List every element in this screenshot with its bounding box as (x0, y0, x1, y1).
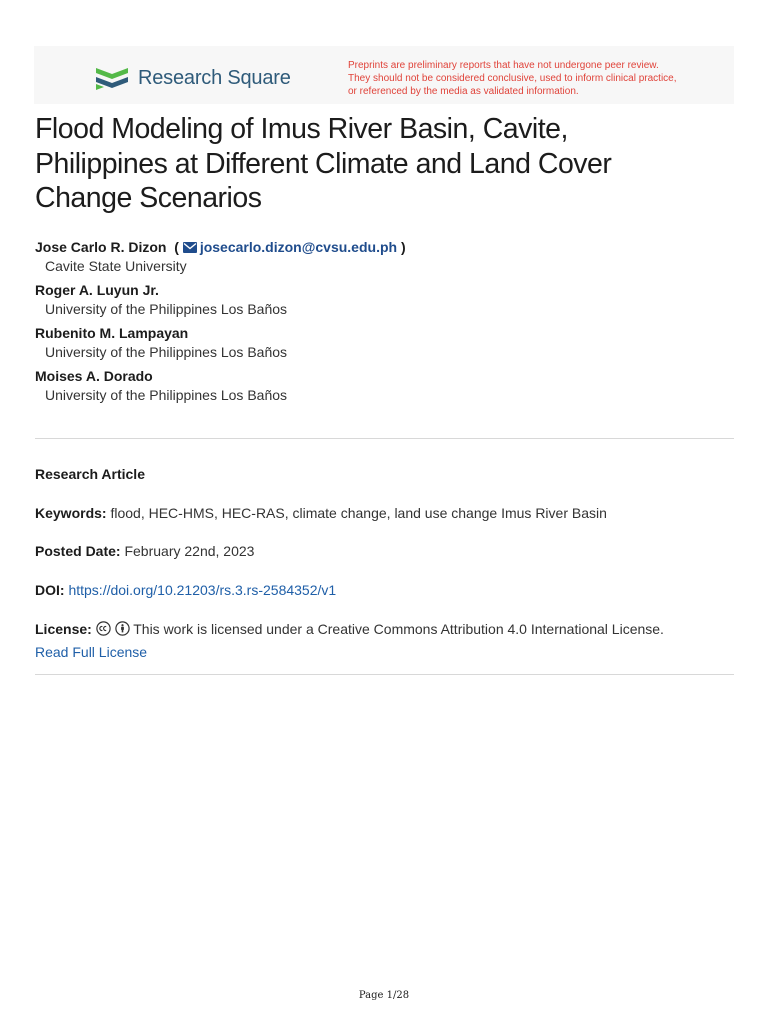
article-type-label: Research Article (35, 466, 145, 482)
paper-title (35, 112, 735, 216)
author-email-link[interactable]: josecarlo.dizon@cvsu.edu.ph (199, 239, 398, 255)
doi-line (35, 581, 735, 600)
posted-date-label: Posted Date: (35, 543, 121, 559)
creative-commons-icon (96, 621, 111, 636)
logo-text: Research Square (138, 66, 291, 89)
author-name: Moises A. Dorado (35, 368, 153, 384)
license-text: This work is licensed under a Creative Commons Attribution 4.0 International License. (133, 621, 664, 637)
author-affiliation: University of the Philippines Los Baños (45, 301, 288, 317)
posted-date-line (35, 542, 735, 561)
keywords-value: flood, HEC-HMS, HEC-RAS, climate change, land use change Imus River Basin (110, 505, 607, 521)
author-name: Jose Carlo R. Dizon (35, 239, 167, 255)
divider (35, 438, 734, 439)
posted-date-value: February 22nd, 2023 (124, 543, 255, 559)
author-affiliation: Cavite State University (45, 258, 187, 274)
disclaimer-line: Preprints are preliminary reports that have not undergone peer review. (348, 60, 659, 71)
attribution-icon (115, 621, 130, 636)
page-number: Page 1/28 (358, 990, 410, 1001)
doi-label: DOI: (35, 582, 65, 598)
doi-link[interactable]: https://doi.org/10.21203/rs.3.rs-2584352/v1 (68, 582, 337, 598)
author-list (35, 238, 735, 410)
disclaimer-line: or referenced by the media as validated information. (348, 86, 579, 97)
read-full-license-link[interactable]: Read Full License (35, 644, 148, 660)
envelope-icon (183, 242, 197, 253)
author-name: Roger A. Luyun Jr. (35, 282, 159, 298)
title-line: Philippines at Different Climate and Land Cover (35, 147, 612, 180)
author-email-group: ( josecarlo.dizon@cvsu.edu.ph ) (170, 239, 406, 255)
author-item (35, 281, 735, 319)
author-item (35, 238, 735, 276)
author-affiliation: University of the Philippines Los Baños (45, 344, 288, 360)
title-line: Flood Modeling of Imus River Basin, Cavite, (35, 113, 568, 145)
research-square-logo[interactable] (94, 64, 291, 92)
author-item (35, 367, 735, 405)
author-name: Rubenito M. Lampayan (35, 325, 189, 341)
disclaimer-line: They should not be considered conclusive, used to inform clinical practice, (348, 73, 677, 84)
keywords-label: Keywords: (35, 505, 107, 521)
divider (35, 674, 734, 675)
research-square-logo-icon (94, 64, 130, 92)
article-type (35, 465, 735, 484)
license-label: License: (35, 621, 92, 637)
author-item (35, 324, 735, 362)
author-affiliation: University of the Philippines Los Baños (45, 387, 288, 403)
title-line: Change Scenarios (35, 182, 262, 214)
license-line (35, 620, 735, 639)
preprint-disclaimer (348, 59, 728, 98)
read-license-line (35, 643, 735, 662)
keywords-line (35, 504, 735, 523)
